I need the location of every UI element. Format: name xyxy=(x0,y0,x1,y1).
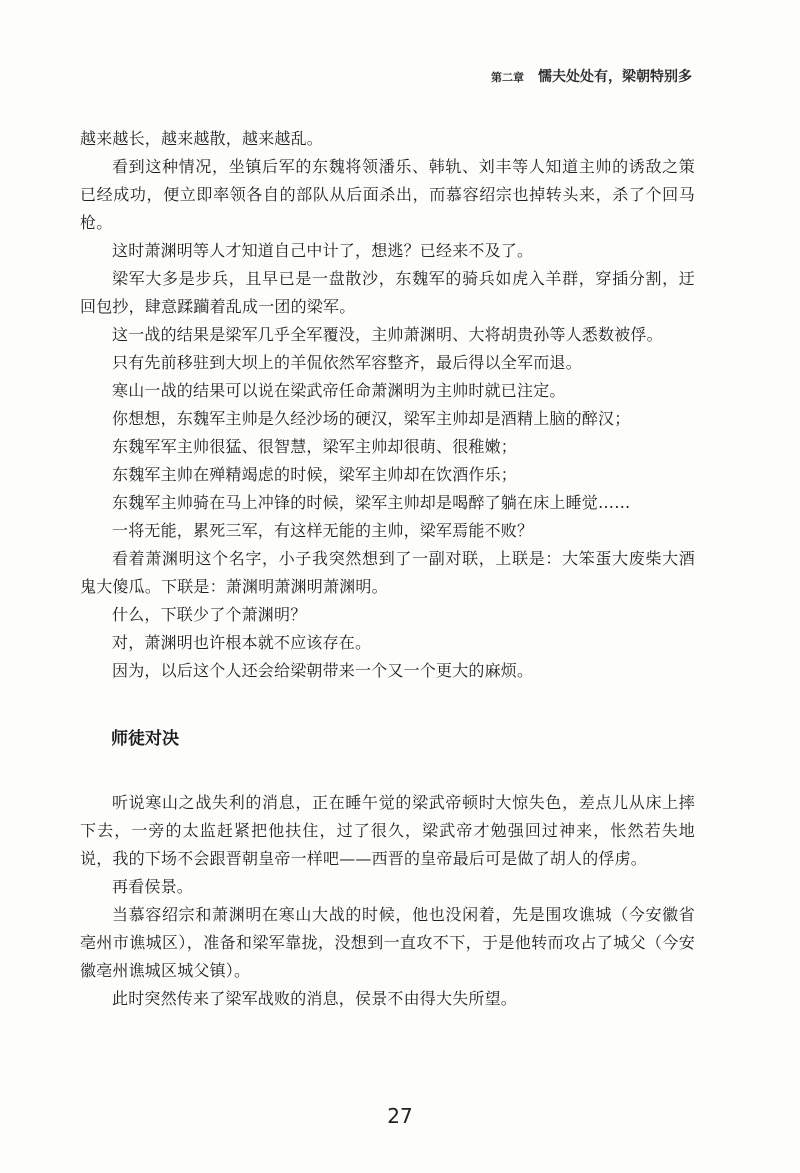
paragraph: 再看侯景。 xyxy=(112,877,194,896)
paragraph: 这一战的结果是梁军几乎全军覆没，主帅萧渊明、大将胡贵孙等人悉数被俘。 xyxy=(112,325,663,344)
running-header xyxy=(491,66,692,86)
page-number: 27 xyxy=(387,1104,413,1128)
paragraph: 越来越长，越来越散，越来越乱。 xyxy=(80,129,324,148)
paragraph: 梁军大多是步兵，且早已是一盘散沙，东魏军的骑兵如虎入羊群，穿插分割，迂回包抄，肆意蹂躏着乱成一团的梁军。 xyxy=(80,269,695,316)
chapter-title: 懦夫处处有，梁朝特别多 xyxy=(538,69,692,85)
paragraph: 只有先前移驻到大坝上的羊侃依然军容整齐，最后得以全军而退。 xyxy=(112,353,582,372)
chapter-number: 第二章 xyxy=(491,71,524,84)
paragraph: 此时突然传来了梁军战败的消息，侯景不由得大失所望。 xyxy=(112,989,518,1008)
paragraph: 寒山一战的结果可以说在梁武帝任命萧渊明为主帅时就已注定。 xyxy=(112,381,566,400)
paragraph: 东魏军主帅骑在马上冲锋的时候，梁军主帅却是喝醉了躺在床上睡觉…… xyxy=(112,493,631,512)
body-text xyxy=(80,125,695,1013)
paragraph: 对，萧渊明也许根本就不应该存在。 xyxy=(112,633,372,652)
paragraph: 东魏军军主帅很猛、很智慧，梁军主帅却很萌、很稚嫩； xyxy=(112,437,518,456)
paragraph: 看着萧渊明这个名字，小子我突然想到了一副对联，上联是：大笨蛋大废柴大酒鬼大傻瓜。下联是：萧渊明萧渊明萧渊明。 xyxy=(80,549,695,596)
paragraph: 看到这种情况，坐镇后军的东魏将领潘乐、韩轨、刘丰等人知道主帅的诱敌之策已经成功，便立即率领各自的部队从后面杀出，而慕容绍宗也掉转头来，杀了个回马枪。 xyxy=(80,157,695,232)
paragraph: 东魏军主帅在殚精竭虑的时候，梁军主帅却在饮酒作乐； xyxy=(112,465,518,484)
section-heading: 师徒对决 xyxy=(111,729,179,749)
paragraph: 当慕容绍宗和萧渊明在寒山大战的时候，他也没闲着，先是围攻谯城（今安徽省亳州市谯城区），准备和梁军靠拢，没想到一直攻不下，于是他转而攻占了城父（今安徽亳州谯城区城父镇）。 xyxy=(80,905,695,980)
paragraph: 听说寒山之战失利的消息，正在睡午觉的梁武帝顿时大惊失色，差点儿从床上摔下去，一旁的太监赶紧把他扶住，过了很久，梁武帝才勉强回过神来，怅然若失地说，我的下场不会跟晋朝皇帝一样吧——西晋的皇帝最后可是做了胡人的俘虏。 xyxy=(80,793,695,868)
paragraph: 什么，下联少了个萧渊明？ xyxy=(112,605,307,624)
paragraph: 你想想，东魏军主帅是久经沙场的硬汉，梁军主帅却是酒精上脑的醉汉； xyxy=(112,409,631,428)
paragraph: 一将无能，累死三军，有这样无能的主帅，梁军焉能不败？ xyxy=(112,521,534,540)
paragraph: 这时萧渊明等人才知道自己中计了，想逃？已经来不及了。 xyxy=(112,241,534,260)
paragraph: 因为，以后这个人还会给梁朝带来一个又一个更大的麻烦。 xyxy=(112,661,534,680)
